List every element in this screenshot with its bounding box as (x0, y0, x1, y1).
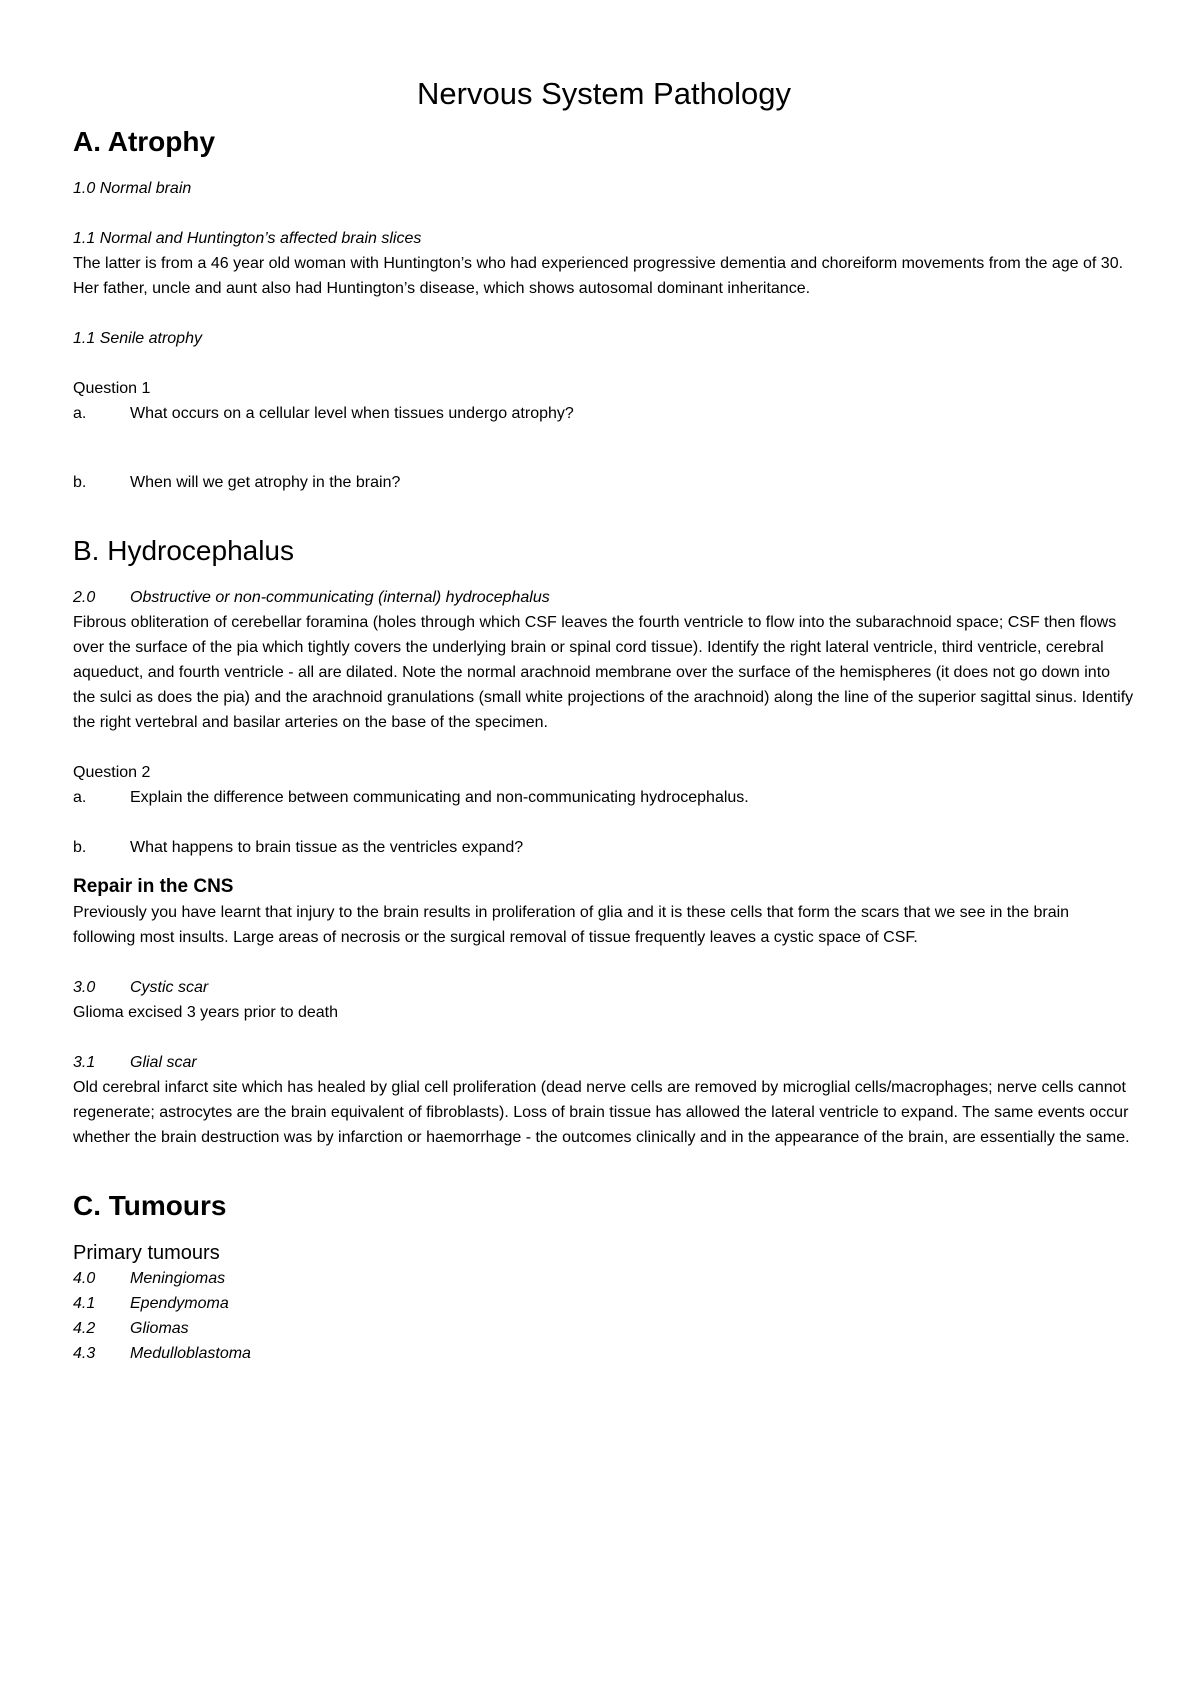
repair-text: Previously you have learnt that injury to the brain results in proliferation of glia and it is these cells that form the scars that we see in the brain following most insults. Large areas of necrosis or the surgical removal of tissue frequently leaves a cystic space of CSF. (73, 904, 1070, 946)
item-number: 2.0 (73, 589, 96, 606)
item-label: Ependymoma (130, 1295, 229, 1312)
item-1-0-heading: 1.0 Normal brain (73, 180, 192, 197)
item-number: 4.3 (73, 1345, 96, 1362)
question-letter: b. (73, 474, 87, 491)
item-number: 4.1 (73, 1295, 96, 1312)
document-body (73, 74, 1135, 1366)
page-title: Nervous System Pathology (417, 76, 791, 111)
item-3-1-heading (73, 1050, 1135, 1075)
item-2-0-heading (73, 585, 1135, 610)
item-1-1-heading: 1.1 Normal and Huntington’s affected brain slices (73, 230, 422, 247)
item-2-0-text: Fibrous obliteration of cerebellar foramina (holes through which CSF leaves the fourth ventricle to flow into the subarachnoid space; CSF then flows over the surface of the pia which tightly covers the underlying brain or spinal cord tissue). Identify the right lateral ventricle, third ventricle, cerebral aqueduct, and fourth ventricle - all are dilated. Note the normal arachnoid membrane over the surface of the hemispheres (it does not go down into the sulci as does the pia) and the arachnoid granulations (small white projections of the arachnoid) along the line of the superior sagittal sinus. Identify the right vertebral and basilar arteries on the base of the specimen. (73, 614, 1134, 731)
item-1-1b-heading: 1.1 Senile atrophy (73, 330, 202, 347)
item-label: Gliomas (130, 1320, 189, 1337)
question-text: When will we get atrophy in the brain? (130, 474, 401, 491)
item-label: Medulloblastoma (130, 1345, 251, 1362)
item-number: 3.0 (73, 979, 96, 996)
item-label: Meningiomas (130, 1270, 226, 1287)
item-number: 4.0 (73, 1270, 96, 1287)
item-title: Cystic scar (130, 979, 209, 996)
item-number: 3.1 (73, 1054, 96, 1071)
question-1a (73, 401, 1135, 426)
item-title: Obstructive or non-communicating (internal) hydrocephalus (130, 589, 550, 606)
question-letter: a. (73, 405, 87, 422)
question-1-label: Question 1 (73, 380, 151, 397)
list-item (73, 1316, 1135, 1341)
list-item (73, 1291, 1135, 1316)
section-b-heading: B. Hydrocephalus (73, 535, 295, 566)
question-text: What happens to brain tissue as the ventricles expand? (130, 839, 524, 856)
item-3-0-text: Glioma excised 3 years prior to death (73, 1004, 339, 1021)
repair-heading: Repair in the CNS (73, 876, 234, 897)
item-title: Glial scar (130, 1054, 197, 1071)
section-a-heading: A. Atrophy (73, 126, 216, 157)
question-text: What occurs on a cellular level when tissues undergo atrophy? (130, 405, 574, 422)
item-3-0-heading (73, 975, 1135, 1000)
list-item (73, 1266, 1135, 1291)
question-1b (73, 470, 1135, 495)
question-2a (73, 785, 1135, 810)
item-1-1-text: The latter is from a 46 year old woman with Huntington’s who had experienced progressive dementia and choreiform movements from the age of 30. Her father, uncle and aunt also had Huntington’s disease, which shows autosomal dominant inheritance. (73, 255, 1124, 297)
question-2-label: Question 2 (73, 764, 151, 781)
question-2b (73, 835, 1135, 860)
question-letter: b. (73, 839, 87, 856)
list-item (73, 1341, 1135, 1366)
primary-tumours-heading: Primary tumours (73, 1242, 220, 1264)
section-c-heading: C. Tumours (73, 1190, 227, 1221)
question-text: Explain the difference between communicating and non-communicating hydrocephalus. (130, 789, 749, 806)
item-number: 4.2 (73, 1320, 96, 1337)
item-3-1-text: Old cerebral infarct site which has healed by glial cell proliferation (dead nerve cells are removed by microglial cells/macrophages; nerve cells cannot regenerate; astrocytes are the brain equivalent of fibroblasts). Loss of brain tissue has allowed the lateral ventricle to expand. The same events occur whether the brain destruction was by infarction or haemorrhage - the outcomes clinically and in the appearance of the brain, are essentially the same. (73, 1079, 1130, 1146)
question-letter: a. (73, 789, 87, 806)
